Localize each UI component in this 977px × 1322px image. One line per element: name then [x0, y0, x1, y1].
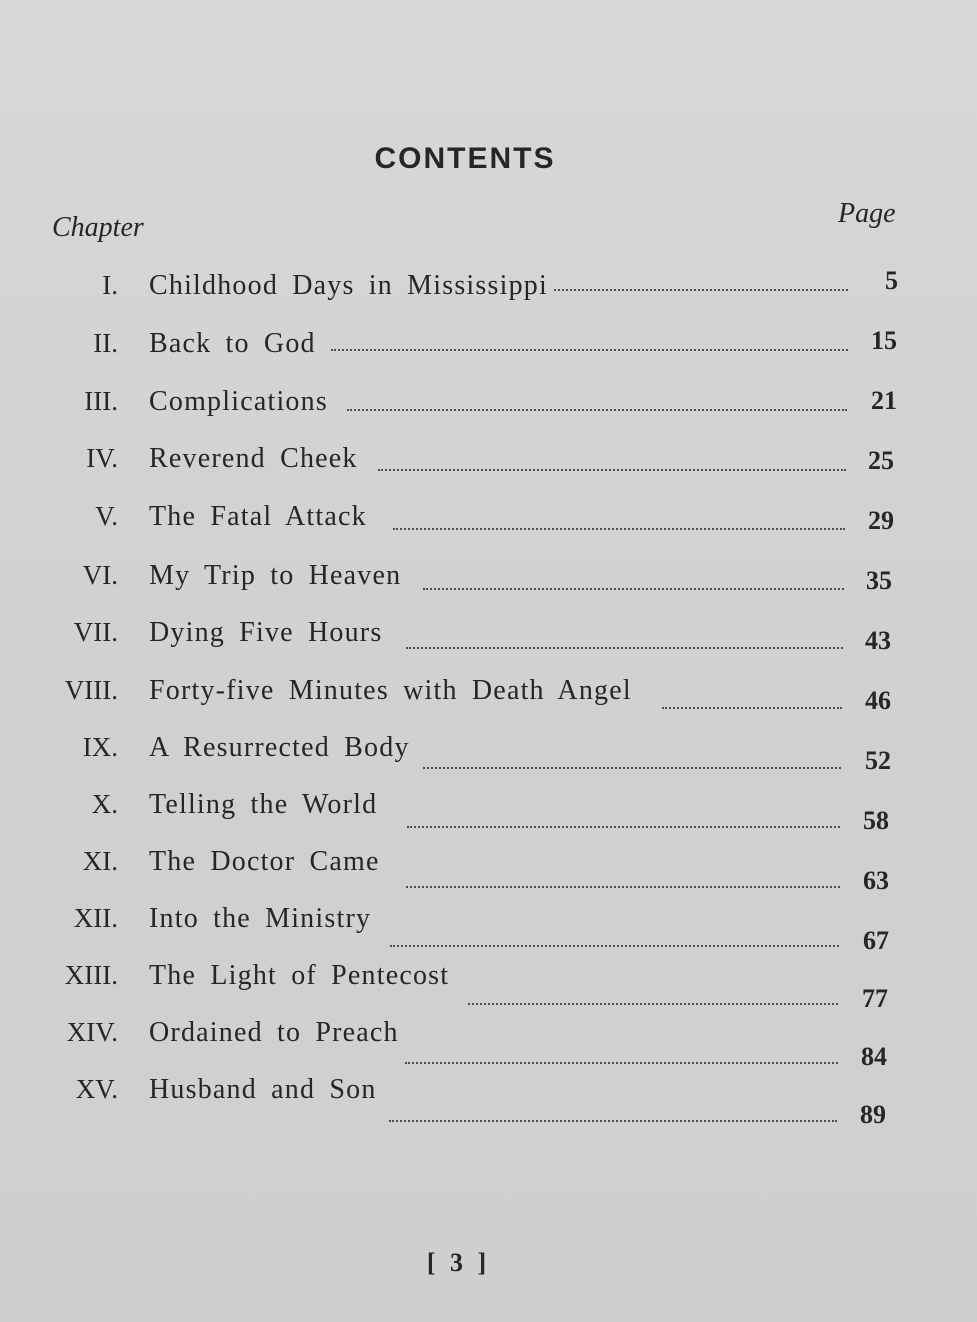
chapter-number: VII.	[73, 617, 118, 647]
toc-entry	[0, 386, 977, 426]
chapter-number: IV.	[86, 443, 118, 473]
chapter-number: IX.	[82, 732, 118, 762]
chapter-title: Complications	[149, 386, 328, 417]
chapter-title: The Doctor Came	[149, 846, 380, 877]
dot-leader	[406, 886, 840, 888]
chapter-page-number: 84	[861, 1042, 887, 1071]
dot-leader	[662, 707, 842, 709]
dot-leader	[331, 349, 848, 351]
dot-leader	[405, 1062, 838, 1064]
chapter-number: II.	[93, 328, 118, 358]
chapter-column-header: Chapter	[52, 212, 144, 243]
chapter-page-number: 5	[885, 266, 898, 295]
chapter-page-number: 58	[863, 806, 889, 835]
chapter-title: Husband and Son	[149, 1074, 377, 1105]
page-column-header: Page	[838, 198, 896, 229]
chapter-title: Back to God	[149, 328, 316, 359]
chapter-page-number: 21	[871, 386, 897, 415]
chapter-page-number: 25	[868, 446, 894, 475]
dot-leader	[390, 945, 839, 947]
dot-leader	[389, 1120, 837, 1122]
chapter-page-number: 15	[871, 326, 897, 355]
chapter-number: I.	[102, 270, 118, 300]
chapter-page-number: 77	[862, 984, 888, 1013]
chapter-number: VI.	[82, 560, 118, 590]
chapter-title: Dying Five Hours	[149, 617, 383, 648]
dot-leader	[378, 469, 846, 471]
chapter-number: XIV.	[66, 1017, 118, 1047]
footer-page-number: [ 3 ]	[426, 1248, 491, 1277]
chapter-number: VIII.	[64, 675, 118, 705]
chapter-title: The Light of Pentecost	[149, 960, 450, 991]
chapter-title: Childhood Days in Mississippi	[149, 270, 548, 301]
toc-entry	[0, 501, 977, 541]
dot-leader	[393, 528, 845, 530]
chapter-number: XII.	[73, 903, 118, 933]
chapter-title: Ordained to Preach	[149, 1017, 399, 1048]
dot-leader	[554, 289, 848, 291]
toc-entry	[0, 443, 977, 483]
chapter-page-number: 29	[868, 506, 894, 535]
dot-leader	[423, 588, 844, 590]
chapter-title: Telling the World	[149, 789, 378, 820]
chapter-page-number: 43	[865, 626, 891, 655]
dot-leader	[468, 1003, 838, 1005]
chapter-page-number: 89	[860, 1100, 886, 1129]
chapter-number: XIII.	[64, 960, 118, 990]
toc-entry	[0, 328, 977, 368]
chapter-page-number: 52	[865, 746, 891, 775]
chapter-page-number: 63	[863, 866, 889, 895]
chapter-title: Forty-five Minutes with Death Angel	[149, 675, 632, 706]
dot-leader	[406, 647, 843, 649]
chapter-number: X.	[91, 789, 118, 819]
chapter-title: A Resurrected Body	[149, 732, 410, 763]
chapter-number: XV.	[75, 1074, 118, 1104]
page-title: CONTENTS	[374, 142, 556, 175]
chapter-title: The Fatal Attack	[149, 501, 367, 532]
chapter-page-number: 35	[866, 566, 892, 595]
dot-leader	[407, 826, 840, 828]
chapter-title: Into the Ministry	[149, 903, 372, 934]
chapter-number: III.	[84, 386, 118, 416]
dot-leader	[423, 767, 841, 769]
chapter-number: XI.	[82, 846, 118, 876]
chapter-title: Reverend Cheek	[149, 443, 358, 474]
chapter-title: My Trip to Heaven	[149, 560, 402, 591]
chapter-page-number: 46	[865, 686, 891, 715]
dot-leader	[347, 409, 847, 411]
chapter-page-number: 67	[863, 926, 889, 955]
chapter-number: V.	[95, 501, 118, 531]
toc-entry	[0, 560, 977, 600]
